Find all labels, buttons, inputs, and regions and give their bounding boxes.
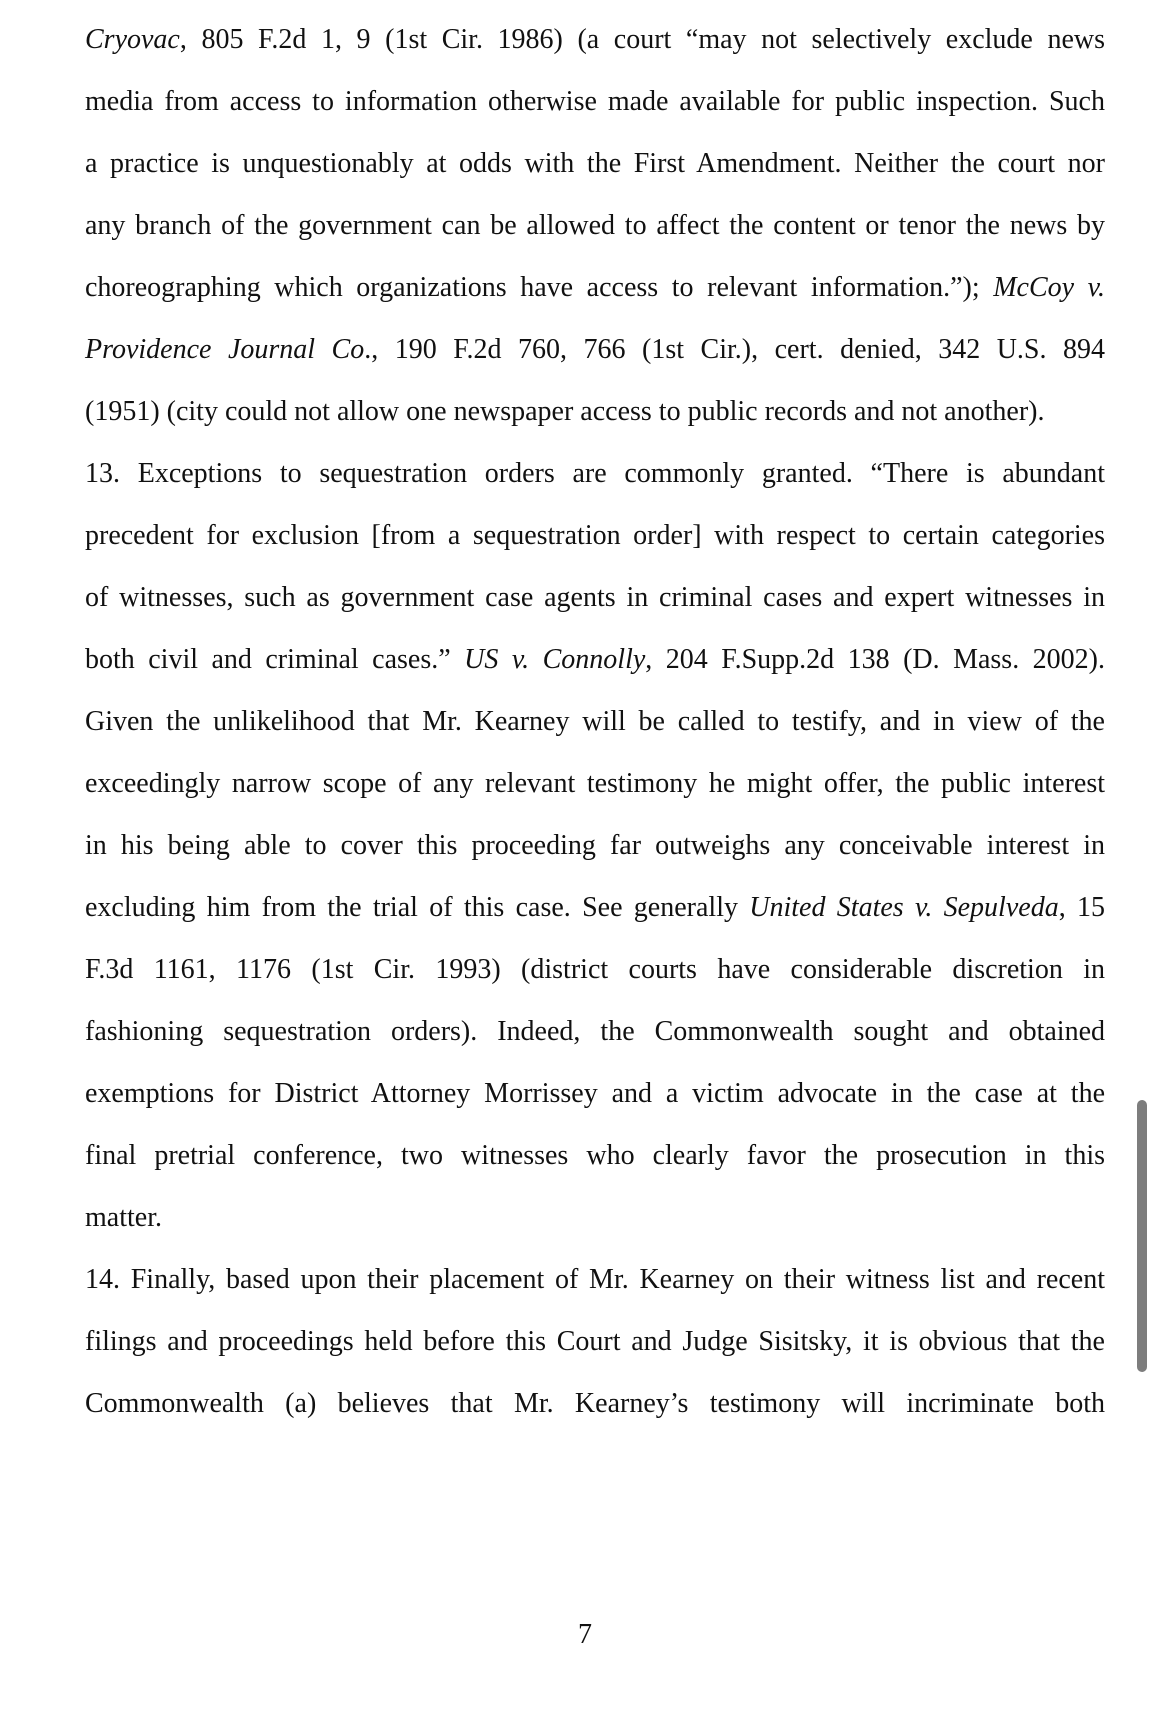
- text-line: F.3d 1161, 1176 (1st Cir. 1993) (district courts have considerable discretion in: [85, 954, 1105, 985]
- text-line: exemptions for District Attorney Morrissey and a victim advocate in the case at the: [85, 1078, 1105, 1109]
- text-line: fashioning sequestration orders). Indeed, the Commonwealth sought and obtained: [85, 1016, 1105, 1047]
- text-segment: ., 190 F.2d 760, 766 (1st Cir.), cert. denied, 342 U.S. 894: [364, 334, 1105, 365]
- text-line: Commonwealth (a) believes that Mr. Kearney’s testimony will incriminate both: [85, 1388, 1105, 1419]
- case-citation: United States v. Sepulveda: [749, 892, 1059, 923]
- page-number: 7: [578, 1619, 592, 1650]
- text-line: 14. Finally, based upon their placement of Mr. Kearney on their witness list and recent: [85, 1264, 1105, 1295]
- text-line: [85, 640, 1105, 680]
- case-citation: US v. Connolly: [464, 644, 646, 675]
- text-line: [85, 20, 1105, 60]
- text-line: filings and proceedings held before this Court and Judge Sisitsky, it is obvious that the: [85, 1326, 1105, 1357]
- text-line: 13. Exceptions to sequestration orders are commonly granted. “There is abundant: [85, 458, 1105, 489]
- case-citation: McCoy v.: [993, 272, 1105, 303]
- text-segment: , 15: [1058, 892, 1106, 923]
- text-line: [85, 888, 1105, 928]
- text-line: media from access to information otherwise made available for public inspection. Such: [85, 86, 1105, 117]
- text-line: in his being able to cover this proceeding far outweighs any conceivable interest in: [85, 830, 1105, 861]
- text-segment: excluding him from the trial of this case. See generally: [85, 892, 750, 923]
- text-line: Given the unlikelihood that Mr. Kearney will be called to testify, and in view of the: [85, 706, 1105, 737]
- text-line: any branch of the government can be allowed to affect the content or tenor the news by: [85, 210, 1105, 241]
- vertical-scrollbar[interactable]: [1137, 1100, 1147, 1372]
- text-line: final pretrial conference, two witnesses who clearly favor the prosecution in this: [85, 1140, 1105, 1171]
- text-line: a practice is unquestionably at odds with the First Amendment. Neither the court nor: [85, 148, 1105, 179]
- case-citation: Cryovac: [85, 24, 180, 55]
- case-citation: Providence Journal Co: [85, 334, 365, 365]
- text-line: [85, 330, 1105, 370]
- text-line: exceedingly narrow scope of any relevant testimony he might offer, the public interest: [85, 768, 1105, 799]
- text-segment: , 805 F.2d 1, 9 (1st Cir. 1986) (a court “may not selectively exclude news: [179, 24, 1105, 55]
- text-line: matter.: [85, 1202, 162, 1233]
- text-line: [85, 268, 1105, 308]
- text-segment: choreographing which organizations have access to relevant information.”);: [85, 272, 994, 303]
- text-line: precedent for exclusion [from a sequestration order] with respect to certain categories: [85, 520, 1105, 551]
- text-segment: both civil and criminal cases.”: [85, 644, 465, 675]
- text-line: (1951) (city could not allow one newspaper access to public records and not another).: [85, 396, 1045, 427]
- text-segment: , 204 F.Supp.2d 138 (D. Mass. 2002).: [645, 644, 1105, 675]
- text-line: of witnesses, such as government case agents in criminal cases and expert witnesses in: [85, 582, 1105, 613]
